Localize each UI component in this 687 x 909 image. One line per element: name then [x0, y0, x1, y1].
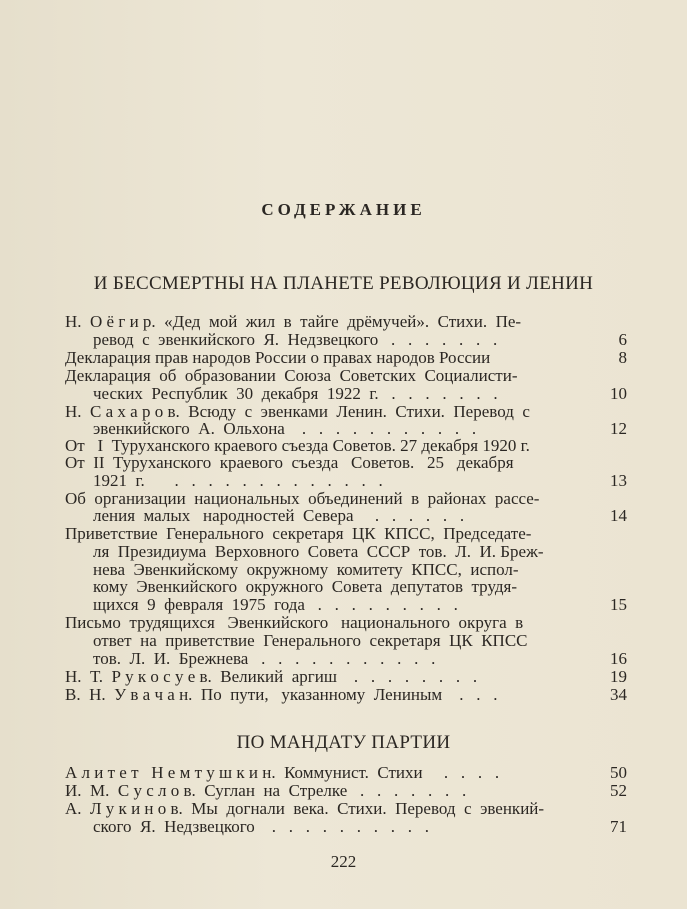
toc-entry-title: Н. О ё г и р. «Дед мой жил в тайге дрёмучей». Стихи. Пе-: [65, 312, 522, 331]
toc-entry-title: ревод с эвенкийского Я. Недзвецкого . . . . . . .: [93, 330, 498, 349]
toc-entry-title: В. Н. У в а ч а н. По пути, указанному Лениным . . .: [65, 685, 498, 704]
toc-entry: [65, 614, 627, 632]
toc-entry-page: 13: [610, 471, 627, 490]
toc-entry-title: ского Я. Недзвецкого . . . . . . . . . .: [93, 817, 430, 836]
toc-entry-page: 71: [610, 817, 627, 836]
toc-entry-page: 12: [610, 419, 627, 438]
toc-entry: [65, 367, 627, 385]
toc-entry-title: ля Президиума Верховного Совета СССР тов. Л. И. Бреж-: [93, 542, 544, 561]
toc-entry-page: 14: [610, 506, 627, 525]
toc-entry-title: Письмо трудящихся Эвенкийского национального округа в: [65, 613, 524, 632]
section-heading: ПО МАНДАТУ ПАРТИИ: [236, 732, 451, 753]
toc-entry: [93, 596, 627, 614]
toc-entry: [65, 800, 627, 818]
toc-entry-title: Н. Т. Р у к о с у е в. Великий аргиш . . . . . . . .: [65, 667, 478, 686]
toc-entry: [93, 818, 627, 836]
toc-entry-page: 50: [610, 763, 627, 782]
toc-entry-title: ответ на приветствие Генерального секретаря ЦК КПСС: [93, 631, 528, 650]
toc-entry-title: Декларация об образовании Союза Советских Социалисти-: [65, 366, 518, 385]
toc-entry: [93, 632, 627, 650]
toc-entry-page: 34: [610, 685, 627, 704]
toc-entry-title: Н. С а х а р о в. Всюду с эвенками Ленин. Стихи. Перевод с: [65, 402, 530, 421]
toc-entry-title: тов. Л. И. Брежнева . . . . . . . . . . .: [93, 649, 436, 668]
toc-entry-title: И. М. С у с л о в. Суглан на Стрелке . . . . . . .: [65, 781, 467, 800]
toc-entry: [93, 472, 627, 490]
toc-entry-title: 1921 г. . . . . . . . . . . . . .: [93, 471, 383, 490]
toc-entry: [65, 454, 627, 472]
toc-entry-page: 16: [610, 649, 627, 668]
section-heading: И БЕССМЕРТНЫ НА ПЛАНЕТЕ РЕВОЛЮЦИЯ И ЛЕНИН: [93, 273, 594, 294]
toc-entry-title: кому Эвенкийского окружного Совета депутатов трудя-: [93, 577, 518, 596]
toc-entry: [65, 686, 627, 704]
page-title: СОДЕРЖАНИЕ: [261, 200, 426, 219]
toc-entry-page: 52: [610, 781, 627, 800]
toc-entry-page: 15: [610, 595, 627, 614]
toc-entry-page: 6: [618, 330, 627, 349]
toc-entry-title: ческих Республик 30 декабря 1922 г. . . . . . . .: [93, 384, 498, 403]
toc-entry-title: Декларация прав народов России о правах народов России: [65, 348, 491, 367]
toc-entry-title: От II Туруханского краевого съезда Советов. 25 декабря: [65, 453, 514, 472]
toc-entry: [65, 668, 627, 686]
toc-entry: [93, 578, 627, 596]
toc-entry-title: щихся 9 февраля 1975 года . . . . . . . . .: [93, 595, 458, 614]
toc-entry-title: А л и т е т Н е м т у ш к и н. Коммунист. Стихи . . . .: [65, 763, 500, 782]
toc-entry: [65, 764, 627, 782]
toc-entry: [65, 349, 627, 367]
page-number: 222: [330, 852, 357, 871]
toc-entry-title: эвенкийского А. Ольхона . . . . . . . . . . .: [93, 419, 477, 438]
toc-entry: [93, 650, 627, 668]
toc-entry-page: 10: [610, 384, 627, 403]
toc-entry: [93, 385, 627, 403]
toc-entry: [65, 313, 627, 331]
toc-entry-title: ления малых народностей Севера . . . . . .: [93, 506, 465, 525]
toc-entry: [65, 782, 627, 800]
toc-entry: [93, 507, 627, 525]
toc-entry-page: 19: [610, 667, 627, 686]
toc-entry: [65, 525, 627, 543]
toc-entry-title: А. Л у к и н о в. Мы догнали века. Стихи. Перевод с эвенкий-: [65, 799, 545, 818]
toc-entry-title: нева Эвенкийскому окружному комитету КПСС, испол-: [93, 560, 519, 579]
toc-entry-title: Приветствие Генерального секретаря ЦК КПСС, Председате-: [65, 524, 532, 543]
toc-entry: [93, 543, 627, 561]
toc-entry: [93, 331, 627, 349]
toc-entry-title: От I Туруханского краевого съезда Советов. 27 декабря 1920 г.: [65, 436, 530, 455]
toc-entry-title: Об организации национальных объединений в районах рассе-: [65, 489, 540, 508]
toc-entry-page: 8: [618, 348, 627, 367]
